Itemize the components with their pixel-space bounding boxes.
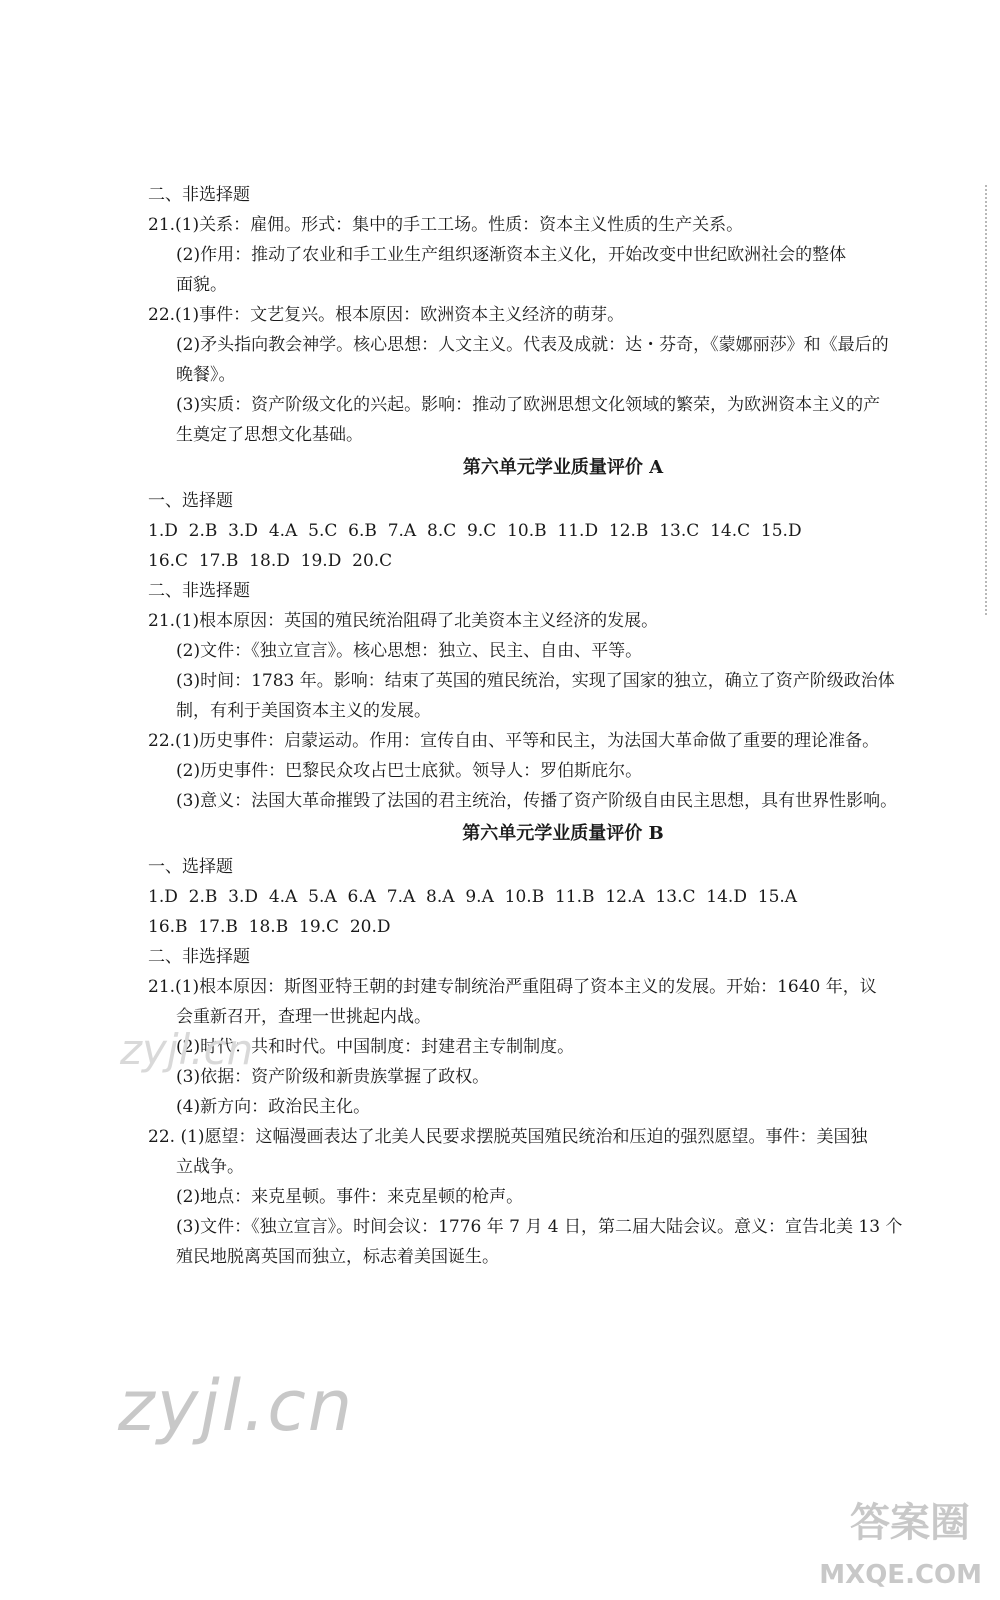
question-line: 22.(1)事件：文艺复兴。根本原因：欧洲资本主义经济的萌芽。 — [148, 305, 625, 325]
sub-answer-line: (4)新方向：政治民主化。 — [176, 1097, 371, 1117]
section-heading: 二、非选择题 — [148, 581, 250, 601]
question-line: 21.(1)关系：雇佣。形式：集中的手工工场。性质：资本主义性质的生产关系。 — [148, 215, 744, 235]
answer-key-document — [148, 180, 948, 1272]
continuation-line: 殖民地脱离英国而独立，标志着美国诞生。 — [176, 1247, 499, 1267]
choice-answers-line: 1.D 2.B 3.D 4.A 5.C 6.B 7.A 8.C 9.C 10.B 11.D 12.B 13.C 14.C 15.D — [148, 521, 802, 541]
choice-answers-line: 16.C 17.B 18.D 19.D 20.C — [148, 551, 393, 571]
sub-answer-line: (2)历史事件：巴黎民众攻占巴士底狱。领导人：罗伯斯庇尔。 — [176, 761, 643, 781]
question-line: 22.(1)历史事件：启蒙运动。作用：宣传自由、平等和民主，为法国大革命做了重要的理论准备。 — [148, 731, 880, 751]
sub-answer-line: (3)意义：法国大革命摧毁了法国的君主统治，传播了资产阶级自由民主思想，具有世界性影响。 — [176, 791, 898, 811]
continuation-line: 会重新召开，查理一世挑起内战。 — [176, 1007, 431, 1027]
continuation-line: 面貌。 — [176, 275, 227, 295]
continuation-line: 立战争。 — [176, 1157, 244, 1177]
continuation-line: 晚餐》。 — [176, 365, 236, 385]
section-heading: 一、选择题 — [148, 491, 233, 511]
watermark-corner-url: MXQE.COM — [819, 1560, 982, 1590]
watermark-corner-logo: 答案圈 — [850, 1499, 970, 1546]
continuation-line: 生奠定了思想文化基础。 — [176, 425, 363, 445]
sub-answer-line: (2)文件：《独立宣言》。核心思想：独立、民主、自由、平等。 — [176, 641, 643, 661]
sub-answer-line: (3)时间：1783 年。影响：结束了英国的殖民统治，实现了国家的独立，确立了资产阶级政治体 — [176, 671, 895, 691]
section-heading: 一、选择题 — [148, 857, 233, 877]
unit-title: 第六单元学业质量评价 A — [462, 457, 664, 478]
sub-answer-line: (2)地点：来克星顿。事件：来克星顿的枪声。 — [176, 1187, 524, 1207]
sub-answer-line: (3)实质：资产阶级文化的兴起。影响：推动了欧洲思想文化领域的繁荣，为欧洲资本主义的产 — [176, 395, 881, 415]
question-line: 22. (1)愿望：这幅漫画表达了北美人民要求摆脱英国殖民统治和压迫的强烈愿望。事件：美国独 — [148, 1127, 868, 1147]
choice-answers-line: 16.B 17.B 18.B 19.C 20.D — [148, 917, 391, 937]
page-edge-dots — [985, 185, 987, 615]
sub-answer-line: (3)依据：资产阶级和新贵族掌握了政权。 — [176, 1067, 490, 1087]
sub-answer-line: (2)作用：推动了农业和手工业生产组织逐渐资本主义化，开始改变中世纪欧洲社会的整体 — [176, 245, 847, 265]
sub-answer-line: (2)矛头指向教会神学。核心思想：人文主义。代表及成就：达・芬奇，《蒙娜丽莎》和《最后的 — [176, 335, 889, 355]
choice-answers-line: 1.D 2.B 3.D 4.A 5.A 6.A 7.A 8.A 9.A 10.B 11.B 12.A 13.C 14.D 15.A — [148, 887, 798, 907]
sub-answer-line: (3)文件：《独立宣言》。时间会议：1776 年 7 月 4 日，第二届大陆会议。意义：宣告北美 13 个 — [176, 1217, 903, 1237]
continuation-line: 制，有利于美国资本主义的发展。 — [176, 701, 431, 721]
unit-title: 第六单元学业质量评价 B — [462, 823, 664, 844]
section-heading: 二、非选择题 — [148, 947, 250, 967]
question-line: 21.(1)根本原因：英国的殖民统治阻碍了北美资本主义经济的发展。 — [148, 611, 659, 631]
question-line: 21.(1)根本原因：斯图亚特王朝的封建专制统治严重阻碍了资本主义的发展。开始：1640 年，议 — [148, 977, 877, 997]
section-heading: 二、非选择题 — [148, 185, 250, 205]
watermark-bottom: zyjl.cn — [118, 1365, 355, 1447]
sub-answer-line: (2)时代：共和时代。中国制度：封建君主专制制度。 — [176, 1037, 575, 1057]
watermark-top: zyjl.cn — [120, 1025, 254, 1074]
